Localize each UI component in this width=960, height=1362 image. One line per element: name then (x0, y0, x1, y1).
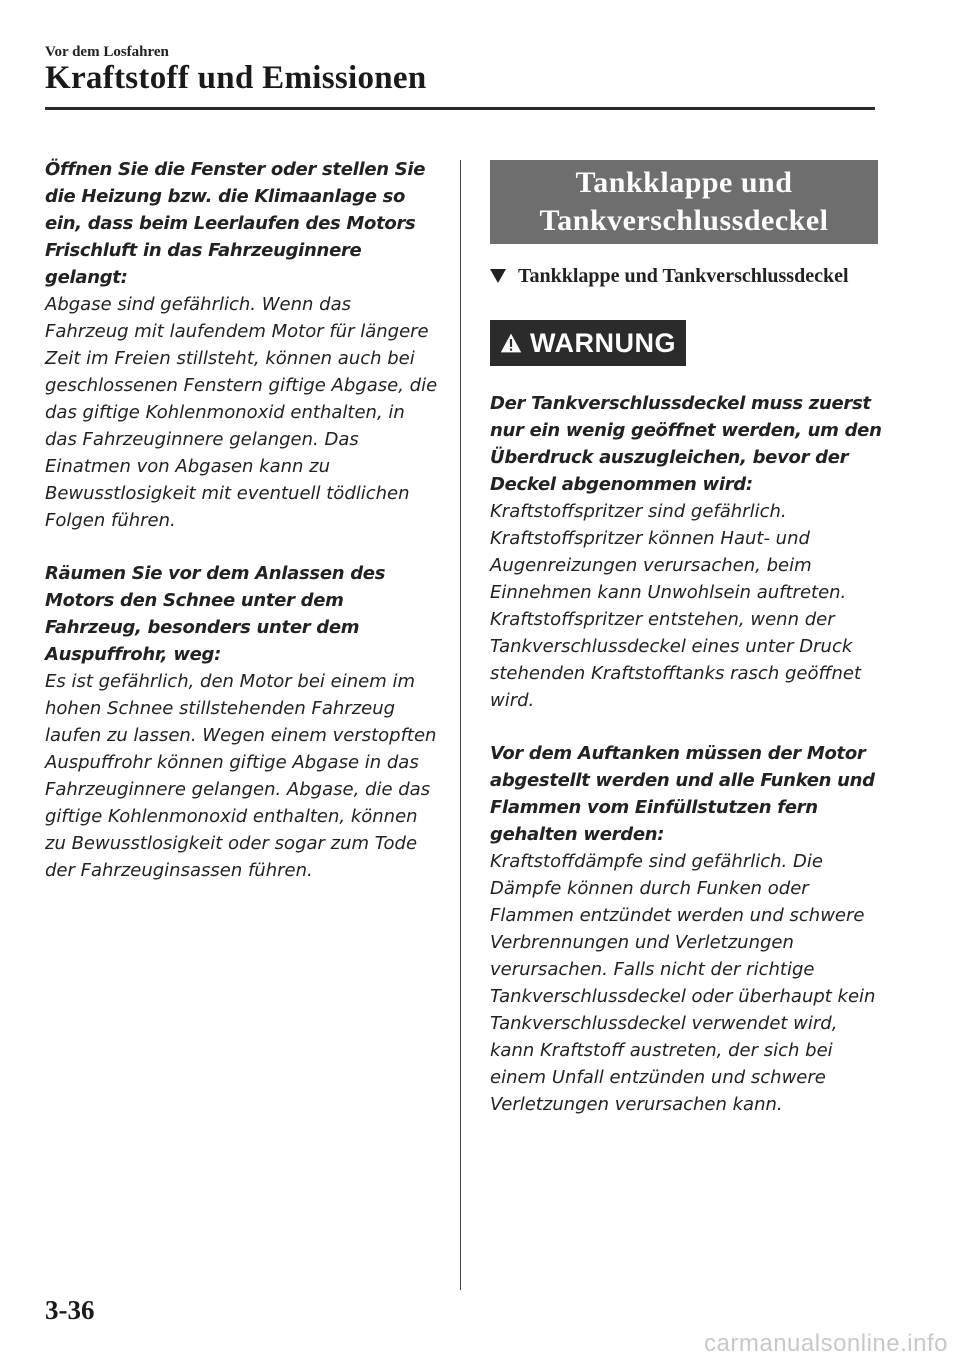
warning-heading: Räumen Sie vor dem Anlassen des Motors den Schnee unter dem Fahrzeug, besonders unter dem Auspuffrohr, weg: (45, 563, 386, 665)
page-number: 3-36 (45, 1295, 95, 1325)
left-column (45, 156, 440, 910)
subsection-heading (490, 262, 885, 290)
warning-item (45, 156, 440, 534)
warning-body: Kraftstoffdämpfe sind gefährlich. Die Dämpfe können durch Funken oder Flammen entzündet werden und schwere Verbrennungen und Verletzungen verursachen. Falls nicht der richtige Tankverschlussdeckel oder überhaupt kein Tankverschlussdeckel verwendet wird, kann Kraftstoff austreten, der sich bei einem Unfall entzünden und schwere Verletzungen verursachen kann. (490, 851, 876, 1115)
right-column (490, 160, 885, 1144)
section-banner (490, 160, 878, 244)
page-title: Kraftstoff und Emissionen (45, 60, 427, 96)
warning-triangle-icon (500, 330, 522, 356)
warning-heading: Der Tankverschlussdeckel muss zuerst nur ein wenig geöffnet werden, um den Überdruck auszugleichen, bevor der Deckel abgenommen wird: (490, 393, 882, 495)
section-title: Tankklappe und Tankverschlussdeckel (539, 166, 829, 237)
warning-label: WARNUNG (530, 327, 676, 358)
breadcrumb: Vor dem Losfahren (45, 44, 169, 60)
warning-item (490, 390, 885, 714)
warning-item (490, 740, 885, 1118)
warning-heading: Öffnen Sie die Fenster oder stellen Sie die Heizung bzw. die Klimaanlage so ein, dass beim Leerlaufen des Motors Frischluft in das Fahrzeuginnere gelangt: (45, 159, 426, 288)
subsection-title: Tankklappe und Tankverschlussdeckel (518, 265, 849, 287)
column-divider (460, 160, 461, 1290)
triangle-down-icon (490, 269, 506, 283)
warning-heading: Vor dem Auftanken müssen der Motor abgestellt werden und alle Funken und Flammen vom Einfüllstutzen fern gehalten werden: (490, 743, 875, 845)
warning-body: Es ist gefährlich, den Motor bei einem im hohen Schnee stillstehenden Fahrzeug laufen zu lassen. Wegen einem verstopften Auspuffrohr können giftige Abgase in das Fahrzeuginnere gelangen. Abgase, die das giftige Kohlenmonoxid enthalten, können zu Bewusstlosigkeit oder sogar zum Tode der Fahrzeuginsassen führen. (45, 671, 437, 881)
warning-body: Kraftstoffspritzer sind gefährlich. Kraftstoffspritzer können Haut- und Augenreizungen verursachen, beim Einnehmen kann Unwohlsein auftreten. Kraftstoffspritzer entstehen, wenn der Tankverschlussdeckel eines unter Druck stehenden Kraftstofftanks rasch geöffnet wird. (490, 501, 861, 711)
warning-text (490, 390, 885, 1118)
title-rule (45, 107, 875, 110)
watermark: carmanualsonline.info (704, 1330, 948, 1357)
warning-body: Abgase sind gefährlich. Wenn das Fahrzeug mit laufendem Motor für längere Zeit im Freien stillsteht, können auch bei geschlossenen Fenstern giftige Abgase, die das giftige Kohlenmonoxid enthalten, in das Fahrzeuginnere gelangen. Das Einatmen von Abgasen kann zu Bewusstlosigkeit mit eventuell tödlichen Folgen führen. (45, 294, 438, 531)
warning-badge (490, 320, 686, 366)
warning-item (45, 560, 440, 884)
